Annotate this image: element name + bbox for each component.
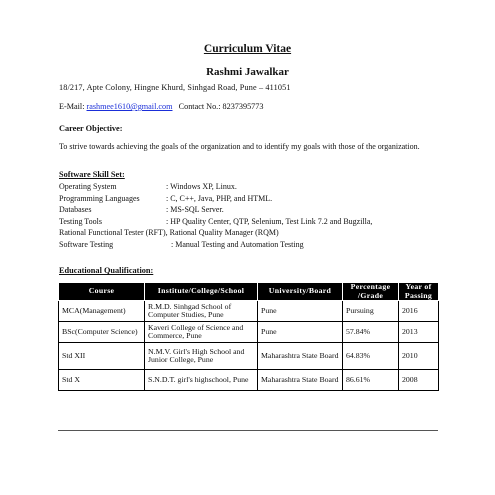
cell-university: Pune: [258, 322, 343, 343]
cell-percentage: Pursuing: [343, 301, 399, 322]
email-link[interactable]: rashmee1610@gmail.com: [86, 102, 173, 111]
candidate-name: Rashmi Jawalkar: [206, 66, 289, 78]
skill-label: Operating System: [59, 182, 117, 191]
skill-label: Databases: [59, 205, 92, 214]
cell-percentage: 64.83%: [343, 343, 399, 370]
table-row: [59, 370, 439, 391]
skill-value: : Windows XP, Linux.: [166, 182, 237, 191]
address-line: 18/217, Apte Colony, Hingne Khurd, Sinhgad Road, Pune – 411051: [59, 83, 291, 92]
header-course: Course: [59, 283, 145, 301]
objective-text: To strive towards achieving the goals of the organization and to identify my goals with those of the organization.: [59, 142, 420, 151]
skill-value: : HP Quality Center, QTP, Selenium, Test Link 7.2 and Bugzilla,: [166, 216, 373, 226]
cell-course: MCA(Management): [59, 301, 145, 322]
cell-university: Maharashtra State Board: [258, 343, 343, 370]
header-university: University/Board: [258, 283, 343, 301]
header-year: Year of Passing: [399, 283, 439, 301]
table-row: [59, 322, 439, 343]
cell-course: Std X: [59, 370, 145, 391]
cell-percentage: 86.61%: [343, 370, 399, 391]
cell-percentage: 57.84%: [343, 322, 399, 343]
table-header-row: [59, 283, 439, 301]
cell-course: Std XII: [59, 343, 145, 370]
header-institute: Institute/College/School: [145, 283, 258, 301]
table-row: [59, 301, 439, 322]
document-title: Curriculum Vitae: [203, 43, 292, 55]
skill-label: Software Testing: [59, 239, 114, 249]
cell-institute: R.M.D. Sinhgad School of Computer Studies, Pune: [145, 301, 258, 322]
skill-value: : MS-SQL Server.: [166, 205, 224, 214]
cell-year: 2010: [399, 343, 439, 370]
education-table: [58, 282, 439, 391]
education-heading: Educational Qualification:: [59, 266, 154, 275]
cell-year: 2013: [399, 322, 439, 343]
skills-heading: Software Skill Set:: [59, 170, 125, 179]
cell-year: 2008: [399, 370, 439, 391]
contact-line: [59, 102, 263, 111]
skill-value: : Manual Testing and Automation Testing: [171, 239, 304, 249]
cell-institute: S.N.D.T. girl's highschool, Pune: [145, 370, 258, 391]
cell-university: Maharashtra State Board: [258, 370, 343, 391]
skill-label: Programming Languages: [59, 193, 140, 203]
header-percentage: Percentage /Grade: [343, 283, 399, 301]
cell-year: 2016: [399, 301, 439, 322]
email-label: E-Mail:: [59, 102, 85, 111]
cell-course: BSc(Computer Science): [59, 322, 145, 343]
bottom-divider: [58, 430, 438, 431]
objective-heading: Career Objective:: [59, 124, 123, 133]
cell-institute: N.M.V. Girl's High School and Junior College, Pune: [145, 343, 258, 370]
skill-value: : C, C++, Java, PHP, and HTML.: [166, 193, 273, 203]
skill-continuation: Rational Functional Tester (RFT), Rational Quality Manager (RQM): [59, 228, 279, 237]
cell-institute: Kaveri College of Science and Commerce, Pune: [145, 322, 258, 343]
contact-number: Contact No.: 8237395773: [178, 102, 264, 111]
table-row: [59, 343, 439, 370]
cell-university: Pune: [258, 301, 343, 322]
skill-label: Testing Tools: [59, 216, 102, 226]
